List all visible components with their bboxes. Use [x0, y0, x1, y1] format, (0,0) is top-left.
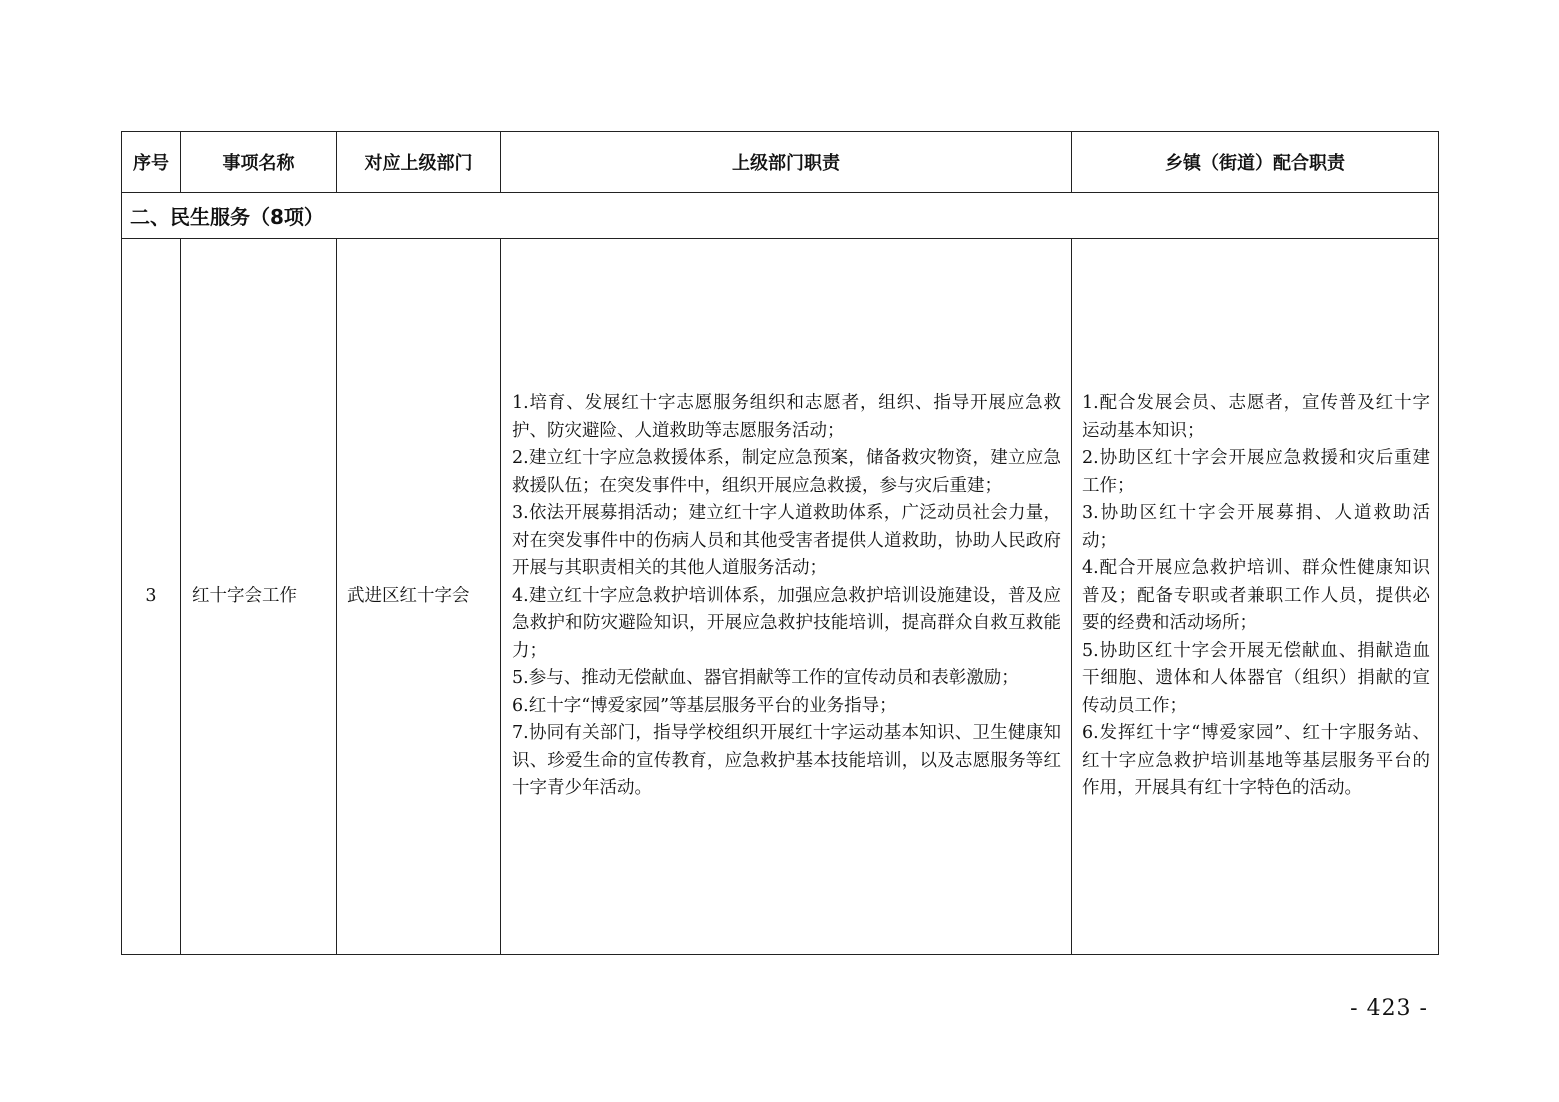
header-row — [122, 132, 1439, 193]
duty-item-2: 2.建立红十字应急救援体系，制定应急预案，储备救灾物资，建立应急救援队伍；在突发事件中，组织开展应急救援，参与灾后重建； — [512, 448, 1061, 496]
duty-item-7: 7.协同有关部门，指导学校组织开展红十字运动基本知识、卫生健康知识、珍爱生命的宣传教育，应急救护基本技能培训，以及志愿服务等红十字青少年活动。 — [512, 723, 1061, 799]
town-duty-item-6: 6.发挥红十字“博爱家园”、红十字服务站、红十字应急救护培训基地等基层服务平台的作用，开展具有红十字特色的活动。 — [1082, 723, 1430, 799]
row-town-cell — [1072, 239, 1439, 955]
header-dept: 对应上级部门 — [337, 132, 501, 193]
header-num: 序号 — [122, 132, 181, 193]
duty-item-5: 5.参与、推动无偿献血、器官捐献等工作的宣传动员和表彰激励； — [512, 668, 1019, 689]
town-duty-item-3: 3.协助区红十字会开展募捐、人道救助活动； — [1082, 503, 1430, 551]
town-duty-item-2: 2.协助区红十字会开展应急救援和灾后重建工作； — [1082, 448, 1430, 496]
row-dept: 武进区红十字会 — [337, 239, 501, 955]
row-num: 3 — [122, 239, 181, 955]
duty-item-1: 1.培育、发展红十字志愿服务组织和志愿者，组织、指导开展应急救护、防灾避险、人道救助等志愿服务活动； — [512, 393, 1061, 441]
table-row — [122, 239, 1439, 955]
duty-item-6: 6.红十字“博爱家园”等基层服务平台的业务指导； — [512, 695, 897, 716]
row-duty-cell — [501, 239, 1072, 955]
town-duty-item-1: 1.配合发展会员、志愿者，宣传普及红十字运动基本知识； — [1082, 393, 1430, 441]
header-town: 乡镇（街道）配合职责 — [1072, 132, 1439, 193]
page-number: - 423 - — [1350, 996, 1428, 1021]
header-name: 事项名称 — [181, 132, 337, 193]
section-row — [122, 193, 1439, 239]
duty-item-4: 4.建立红十字应急救护培训体系，加强应急救护培训设施建设，普及应急救护和防灾避险知识，开展应急救护技能培训，提高群众自救互救能力； — [512, 585, 1061, 661]
row-name: 红十字会工作 — [181, 239, 337, 955]
duty-table — [121, 131, 1439, 955]
town-duty-item-5: 5.协助区红十字会开展无偿献血、捐献造血干细胞、遗体和人体器官（组织）捐献的宣传动员工作； — [1082, 640, 1430, 716]
town-duty-item-4: 4.配合开展应急救护培训、群众性健康知识普及；配备专职或者兼职工作人员，提供必要的经费和活动场所； — [1082, 558, 1430, 634]
section-title: 二、民生服务（8项） — [122, 193, 1439, 239]
duty-item-3: 3.依法开展募捐活动；建立红十字人道救助体系，广泛动员社会力量，对在突发事件中的伤病人员和其他受害者提供人道救助，协助人民政府开展与其职责相关的其他人道服务活动； — [512, 503, 1061, 579]
header-duty: 上级部门职责 — [501, 132, 1072, 193]
